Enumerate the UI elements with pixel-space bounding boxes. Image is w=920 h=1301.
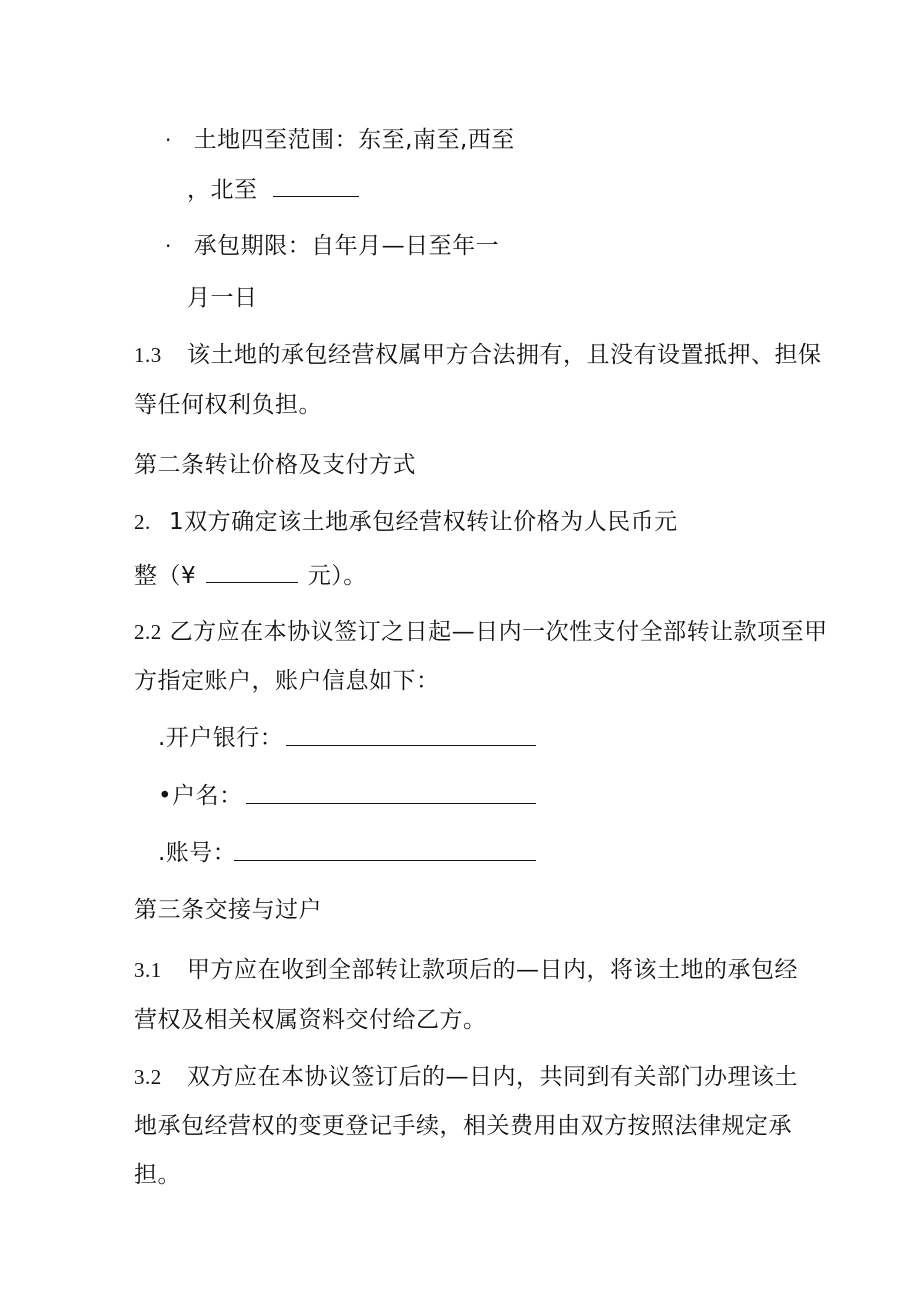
clause-text: 该土地的承包经营权属甲方合法拥有，且没有设置抵押、担保	[187, 342, 822, 368]
account-name-label: •户名：	[158, 783, 243, 809]
clause-number: 1.3	[134, 343, 162, 367]
clause-2-2	[134, 617, 828, 647]
bullet: ·	[165, 128, 172, 152]
clause-3-1	[134, 955, 798, 985]
clause-3-1-cont: 营权及相关权属资料交付给乙方。	[134, 1007, 487, 1033]
bank-name-label: .开户银行：	[158, 725, 284, 751]
clause-text: 乙方应在本协议签订之日起—日内一次性支付全部转让款项至甲	[169, 619, 828, 645]
price-prefix: 整（¥	[134, 563, 197, 589]
clause-text: 双方应在本协议签订后的—日内，共同到有关部门办理该土	[187, 1064, 798, 1090]
section-2-heading: 第二条转让价格及支付方式	[134, 452, 416, 478]
account-number-line	[158, 838, 236, 868]
contract-term-cont: 月一日	[187, 285, 258, 311]
bank-name-line	[158, 723, 283, 753]
clause-2-1	[134, 507, 678, 537]
clause-2-2-cont: 方指定账户，账户信息如下：	[134, 668, 440, 694]
land-boundary-text: 土地四至范围：东至,南至,西至	[193, 127, 515, 153]
contract-term-text: 承包期限：自年月—日至年一	[193, 233, 500, 259]
north-boundary-blank	[273, 174, 359, 197]
clause-3-2-end: 担。	[134, 1162, 181, 1188]
clause-1-3	[134, 340, 822, 370]
clause-number: 3.1	[134, 958, 162, 982]
account-number-blank	[234, 838, 536, 861]
price-blank	[206, 560, 298, 583]
bank-name-blank	[286, 723, 536, 746]
account-name-blank	[246, 781, 536, 804]
price-suffix: 元）。	[307, 563, 367, 589]
clause-text: 甲方应在收到全部转让款项后的—日内，将该土地的承包经	[187, 957, 798, 983]
clause-number: 3.2	[134, 1065, 162, 1089]
north-boundary-text: ，北至	[187, 177, 258, 203]
bullet: ·	[165, 234, 172, 258]
account-number-label: .账号：	[158, 840, 237, 866]
clause-3-2	[134, 1062, 798, 1092]
clause-number: 2.2	[134, 620, 162, 644]
clause-number: 2.	[134, 510, 151, 534]
north-boundary-line	[187, 174, 359, 205]
price-line	[134, 560, 367, 591]
land-boundary-line	[165, 125, 515, 155]
clause-3-2-cont: 地承包经营权的变更登记手续，相关费用由双方按照法律规定承	[134, 1113, 792, 1139]
section-3-heading: 第三条交接与过户	[134, 897, 322, 923]
clause-text: 1双方确定该土地承包经营权转让价格为人民币元	[169, 509, 678, 535]
contract-term-line	[165, 231, 499, 261]
clause-1-3-cont: 等任何权利负担。	[134, 392, 322, 418]
account-name-line	[158, 781, 243, 811]
